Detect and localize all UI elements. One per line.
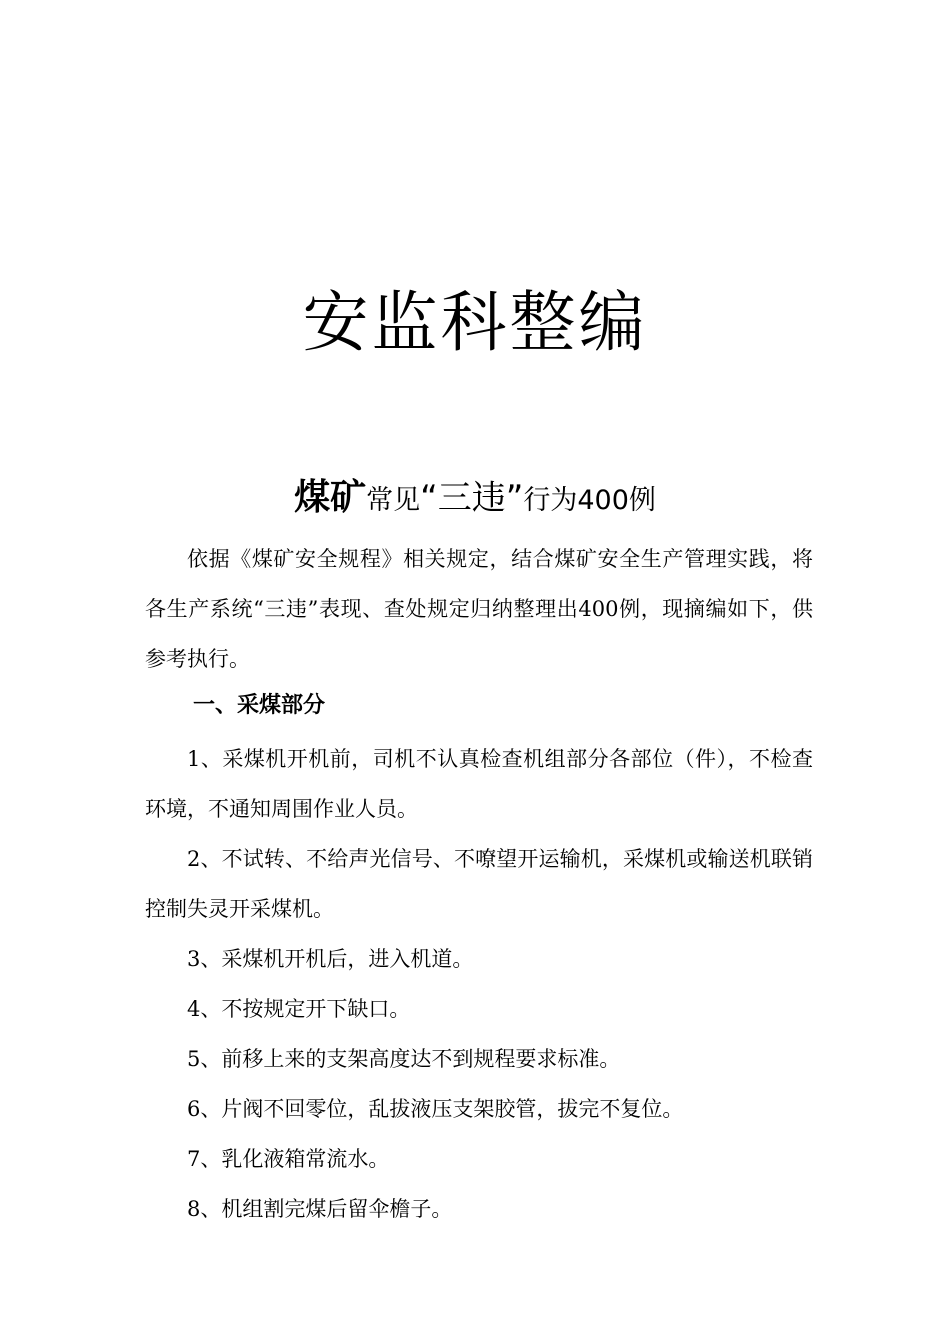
list-item: 4、不按规定开下缺口。 xyxy=(187,997,411,1021)
section-heading: 一、采煤部分 xyxy=(193,693,326,718)
list-item: 1、采煤机开机前，司机不认真检查机组部分各部位（件），不检查环境，不通知周围作业人员。 xyxy=(145,747,813,821)
list-item: 2、不试转、不给声光信号、不嘹望开运输机，采煤机或输送机联销控制失灵开采煤机。 xyxy=(145,847,813,921)
list-item: 8、机组割完煤后留伞檐子。 xyxy=(187,1197,453,1221)
title-part-coal-mine: 煤矿 xyxy=(294,477,367,518)
list-item: 3、采煤机开机后，进入机道。 xyxy=(187,947,474,971)
list-item: 7、乳化液箱常流水。 xyxy=(187,1147,390,1171)
title-part-400-cases: 行为400例 xyxy=(523,485,656,516)
main-title: 安监科整编 xyxy=(302,284,648,361)
list-item: 5、前移上来的支架高度达不到规程要求标准。 xyxy=(187,1047,621,1071)
title-part-three-violations: “三违” xyxy=(420,478,524,518)
list-item: 6、片阀不回零位，乱拔液压支架胶管，拔完不复位。 xyxy=(187,1097,684,1121)
item-list xyxy=(145,734,813,1234)
document-title xyxy=(0,472,950,530)
title-part-common: 常见 xyxy=(366,485,421,516)
intro-text: 依据《煤矿安全规程》相关规定，结合煤矿安全生产管理实践，将各生产系统“三违”表现、查处规定归纳整理出400例，现摘编如下，供参考执行。 xyxy=(145,547,813,671)
intro-paragraph xyxy=(145,534,813,684)
